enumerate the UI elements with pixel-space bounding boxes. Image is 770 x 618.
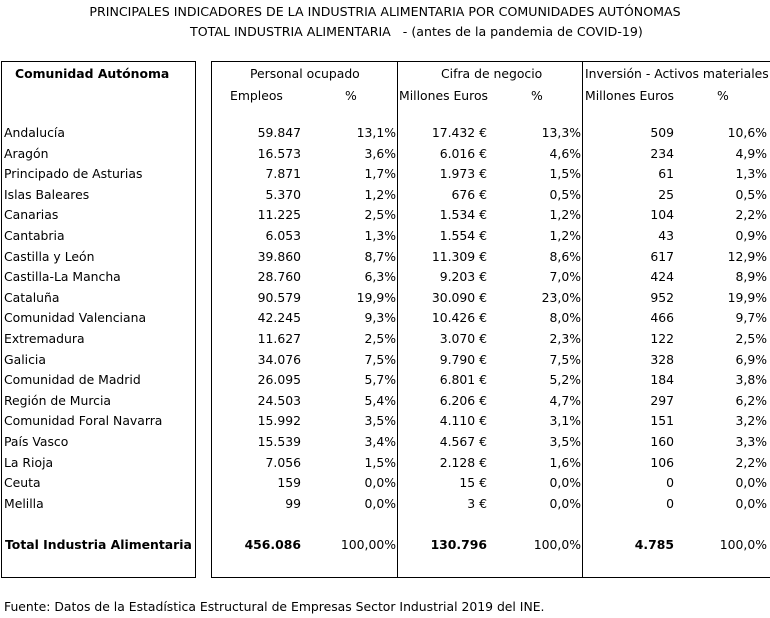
empleos-value: 24.503	[257, 392, 301, 408]
total-inversion: 4.785	[634, 537, 674, 552]
group-header-inversion: Inversión - Activos materiales	[585, 66, 769, 81]
cifra-value: 30.090 €	[431, 289, 487, 305]
empleos-value: 28.760	[257, 269, 301, 285]
inversion-value: 0	[666, 475, 674, 491]
inversion-pct: 9,7%	[735, 310, 767, 326]
region-name: Canarias	[4, 207, 59, 223]
empleos-pct: 13,1%	[356, 125, 396, 140]
cifra-pct: 1,2%	[549, 228, 581, 243]
empleos-pct: 5,7%	[364, 372, 396, 388]
empleos-value: 15.992	[257, 413, 301, 429]
total-cifra-pct: 100,0%	[533, 537, 581, 552]
table-row	[0, 207, 770, 227]
empleos-value: 16.573	[257, 145, 301, 161]
inversion-pct: 3,8%	[735, 372, 767, 388]
region-name: Región de Murcia	[4, 392, 111, 408]
region-name: Cantabria	[4, 228, 65, 243]
empleos-value: 15.539	[257, 434, 301, 449]
empleos-pct: 0,0%	[364, 495, 396, 511]
empleos-pct: 3,6%	[364, 145, 396, 161]
inversion-pct: 4,9%	[735, 145, 767, 161]
cifra-value: 6.801 €	[439, 372, 487, 388]
empleos-value: 159	[277, 475, 301, 491]
table-row	[0, 496, 770, 516]
cifra-value: 17.432 €	[431, 125, 487, 140]
region-name: Andalucía	[4, 125, 65, 140]
inversion-value: 106	[650, 454, 674, 470]
empleos-value: 90.579	[257, 289, 301, 305]
empleos-value: 99	[285, 495, 301, 511]
inversion-value: 617	[650, 248, 674, 264]
cifra-pct: 23,0%	[541, 289, 581, 305]
total-empleos-pct: 100,00%	[340, 537, 396, 552]
cifra-pct: 1,2%	[549, 207, 581, 223]
cifra-pct: 4,7%	[549, 392, 581, 408]
cifra-value: 3.070 €	[439, 331, 487, 346]
inversion-value: 184	[650, 372, 674, 388]
inversion-pct: 10,6%	[727, 125, 767, 140]
cifra-value: 9.203 €	[439, 269, 487, 285]
cifra-pct: 7,5%	[549, 351, 581, 367]
cifra-value: 1.534 €	[439, 207, 487, 223]
total-cifra: 130.796	[430, 537, 487, 552]
empleos-value: 7.871	[265, 166, 301, 182]
subheader-millones: Millones Euros	[585, 88, 675, 103]
inversion-pct: 6,9%	[735, 351, 767, 367]
cifra-value: 676 €	[451, 186, 487, 202]
cifra-value: 6.206 €	[439, 392, 487, 408]
subheader-pct: %	[531, 88, 543, 103]
cifra-pct: 8,6%	[549, 248, 581, 264]
cifra-value: 1.554 €	[439, 228, 487, 243]
table-row	[0, 331, 770, 351]
inversion-pct: 19,9%	[727, 289, 767, 305]
cifra-pct: 13,3%	[541, 125, 581, 140]
cifra-pct: 0,0%	[549, 495, 581, 511]
inversion-value: 0	[666, 495, 674, 511]
table-row	[0, 475, 770, 495]
table-row	[0, 166, 770, 186]
inversion-pct: 3,2%	[735, 413, 767, 429]
inversion-value: 297	[650, 392, 674, 408]
cifra-value: 10.426 €	[431, 310, 487, 326]
empleos-pct: 8,7%	[364, 248, 396, 264]
source-note: Fuente: Datos de la Estadística Estructural de Empresas Sector Industrial 2019 del INE.	[4, 599, 545, 614]
region-name: Islas Baleares	[4, 186, 90, 202]
subheader-empleos: Empleos	[230, 88, 283, 103]
inversion-value: 43	[658, 228, 674, 243]
empleos-pct: 3,4%	[364, 434, 396, 449]
inversion-value: 25	[658, 186, 674, 202]
region-name: Galicia	[4, 351, 46, 367]
region-name: Extremadura	[4, 331, 85, 346]
table-row	[0, 352, 770, 372]
cifra-pct: 4,6%	[549, 145, 581, 161]
cifra-value: 6.016 €	[439, 145, 487, 161]
table-row	[0, 249, 770, 269]
empleos-value: 39.860	[257, 248, 301, 264]
cifra-pct: 1,6%	[549, 454, 581, 470]
region-name: Castilla-La Mancha	[4, 269, 121, 285]
empleos-value: 11.627	[257, 331, 301, 346]
empleos-pct: 6,3%	[364, 269, 396, 285]
cifra-value: 9.790 €	[439, 351, 487, 367]
cifra-pct: 7,0%	[549, 269, 581, 285]
region-name: Aragón	[4, 145, 49, 161]
empleos-pct: 1,2%	[364, 186, 396, 202]
table-row	[0, 393, 770, 413]
inversion-value: 466	[650, 310, 674, 326]
table-row	[0, 228, 770, 248]
empleos-pct: 0,0%	[364, 475, 396, 491]
group-header-personal: Personal ocupado	[250, 66, 360, 81]
cifra-value: 3 €	[467, 495, 487, 511]
inversion-value: 328	[650, 351, 674, 367]
empleos-pct: 3,5%	[364, 413, 396, 429]
inversion-pct: 2,2%	[735, 207, 767, 223]
total-row	[0, 537, 770, 557]
inversion-pct: 0,9%	[735, 228, 767, 243]
subheader-pct: %	[345, 88, 357, 103]
empleos-value: 11.225	[257, 207, 301, 223]
empleos-value: 59.847	[257, 125, 301, 140]
empleos-value: 6.053	[265, 228, 301, 243]
inversion-pct: 12,9%	[727, 248, 767, 264]
header-region: Comunidad Autónoma	[15, 66, 170, 81]
empleos-pct: 7,5%	[364, 351, 396, 367]
empleos-pct: 5,4%	[364, 392, 396, 408]
empleos-pct: 2,5%	[364, 207, 396, 223]
cifra-value: 4.567 €	[439, 434, 487, 449]
empleos-value: 42.245	[257, 310, 301, 326]
inversion-pct: 8,9%	[735, 269, 767, 285]
empleos-pct: 2,5%	[364, 331, 396, 346]
table-row	[0, 372, 770, 392]
inversion-pct: 2,5%	[735, 331, 767, 346]
inversion-pct: 3,3%	[735, 434, 767, 449]
cifra-pct: 8,0%	[549, 310, 581, 326]
region-name: Comunidad Foral Navarra	[4, 413, 163, 429]
inversion-pct: 1,3%	[735, 166, 767, 182]
inversion-value: 160	[650, 434, 674, 449]
region-name: País Vasco	[4, 434, 69, 449]
region-name: Principado de Asturias	[4, 166, 143, 182]
cifra-pct: 0,5%	[549, 186, 581, 202]
cifra-value: 2.128 €	[439, 454, 487, 470]
cifra-value: 1.973 €	[439, 166, 487, 182]
inversion-value: 424	[650, 269, 674, 285]
empleos-pct: 1,5%	[364, 454, 396, 470]
region-name: Ceuta	[4, 475, 41, 491]
region-name: Melilla	[4, 495, 44, 511]
cifra-value: 15 €	[459, 475, 487, 491]
cifra-value: 4.110 €	[439, 413, 487, 429]
cifra-value: 11.309 €	[431, 248, 487, 264]
empleos-pct: 1,7%	[364, 166, 396, 182]
empleos-pct: 19,9%	[356, 289, 396, 305]
inversion-pct: 0,5%	[735, 186, 767, 202]
table-title: PRINCIPALES INDICADORES DE LA INDUSTRIA ALIMENTARIA POR COMUNIDADES AUTÓNOMAS	[89, 4, 681, 19]
region-name: Castilla y León	[4, 248, 95, 264]
cifra-pct: 3,1%	[549, 413, 581, 429]
inversion-value: 104	[650, 207, 674, 223]
total-empleos: 456.086	[244, 537, 301, 552]
empleos-pct: 9,3%	[364, 310, 396, 326]
region-name: Comunidad de Madrid	[4, 372, 141, 388]
empleos-value: 34.076	[257, 351, 301, 367]
inversion-value: 952	[650, 289, 674, 305]
empleos-value: 7.056	[265, 454, 301, 470]
table-row	[0, 290, 770, 310]
cifra-pct: 1,5%	[549, 166, 581, 182]
inversion-pct: 2,2%	[735, 454, 767, 470]
cifra-pct: 0,0%	[549, 475, 581, 491]
inversion-value: 122	[650, 331, 674, 346]
inversion-value: 151	[650, 413, 674, 429]
cifra-pct: 3,5%	[549, 434, 581, 449]
empleos-value: 5.370	[265, 186, 301, 202]
table-row	[0, 125, 770, 145]
table-row	[0, 310, 770, 330]
inversion-value: 61	[658, 166, 674, 182]
inversion-pct: 0,0%	[735, 475, 767, 491]
inversion-value: 509	[650, 125, 674, 140]
empleos-value: 26.095	[257, 372, 301, 388]
cifra-pct: 5,2%	[549, 372, 581, 388]
region-name: La Rioja	[4, 454, 54, 470]
inversion-pct: 0,0%	[735, 495, 767, 511]
region-name: Cataluña	[4, 289, 60, 305]
table-row	[0, 455, 770, 475]
table-row	[0, 413, 770, 433]
group-header-cifra: Cifra de negocio	[441, 66, 543, 81]
table-row	[0, 146, 770, 166]
total-inversion-pct: 100,0%	[719, 537, 767, 552]
table-row	[0, 434, 770, 454]
subheader-pct: %	[717, 88, 729, 103]
region-name: Comunidad Valenciana	[4, 310, 147, 326]
table-subtitle: TOTAL INDUSTRIA ALIMENTARIA - (antes de la pandemia de COVID-19)	[190, 24, 643, 39]
inversion-value: 234	[650, 145, 674, 161]
total-label: Total Industria Alimentaria	[5, 537, 192, 552]
subheader-millones: Millones Euros	[399, 88, 489, 103]
table-row	[0, 187, 770, 207]
inversion-pct: 6,2%	[735, 392, 767, 408]
empleos-pct: 1,3%	[364, 228, 396, 243]
table-row	[0, 269, 770, 289]
cifra-pct: 2,3%	[549, 331, 581, 346]
